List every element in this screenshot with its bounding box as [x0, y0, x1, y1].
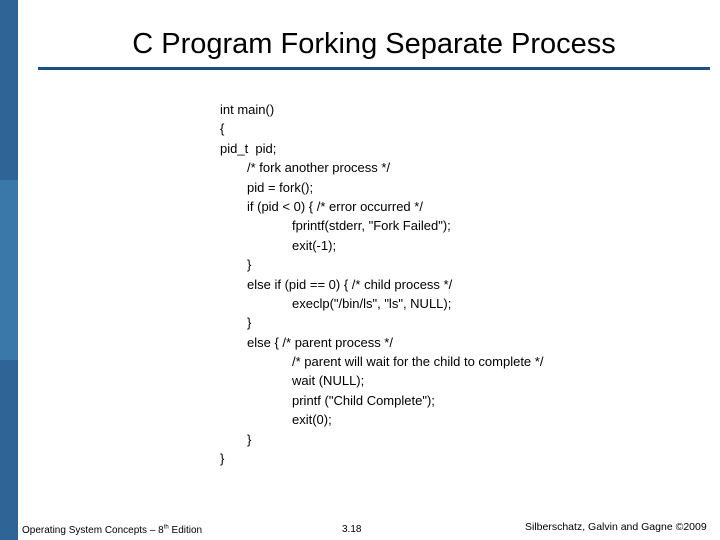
code-line: }: [247, 257, 252, 273]
code-line: execlp("/bin/ls", "ls", NULL);: [292, 295, 452, 311]
code-line: else if (pid == 0) { /* child process */: [247, 276, 453, 292]
code-line: }: [220, 451, 225, 467]
code-line: /* fork another process */: [247, 160, 391, 176]
code-line: fprintf(stderr, "Fork Failed");: [292, 218, 451, 234]
code-line: int main(): [220, 102, 275, 117]
code-line: else { /* parent process */: [247, 334, 393, 350]
code-line: if (pid < 0) { /* error occurred */: [247, 198, 423, 214]
left-sidebar-bar: [0, 0, 18, 540]
footer-book-title-suffix: Edition: [168, 525, 203, 536]
sidebar-segment: [0, 0, 18, 180]
title-underline: [38, 67, 710, 70]
code-line: pid = fork();: [247, 179, 314, 195]
code-line: pid_t pid;: [220, 140, 277, 156]
footer-book-title: [22, 524, 202, 538]
footer-page-number: 3.18: [342, 524, 362, 535]
slide-title: C Program Forking Separate Process: [132, 28, 616, 60]
code-line: printf ("Child Complete");: [292, 392, 435, 408]
code-listing: [220, 100, 543, 468]
code-line: /* parent will wait for the child to complete */: [292, 354, 544, 370]
code-line: exit(-1);: [292, 237, 337, 253]
code-line: wait (NULL);: [292, 373, 365, 389]
code-line: {: [220, 121, 225, 137]
code-line: }: [247, 315, 252, 331]
sidebar-segment: [0, 180, 18, 360]
footer-book-title-prefix: Operating System Concepts – 8: [22, 525, 164, 536]
footer-authors: Silberschatz, Galvin and Gagne ©2009: [525, 521, 707, 533]
code-line: }: [247, 431, 252, 447]
sidebar-segment: [0, 360, 18, 540]
code-line: exit(0);: [292, 412, 332, 428]
footer-edition-superscript: th: [163, 524, 169, 531]
